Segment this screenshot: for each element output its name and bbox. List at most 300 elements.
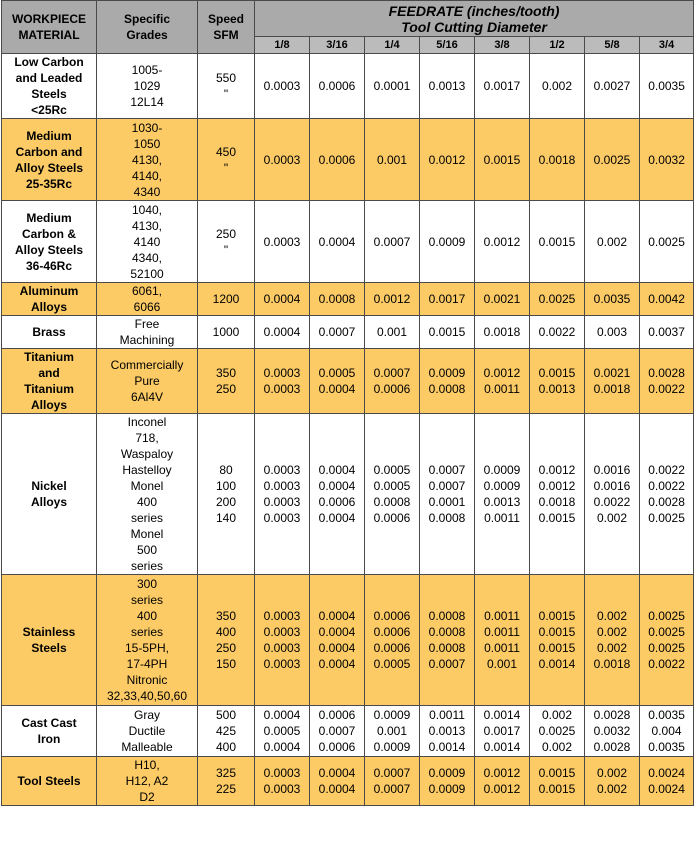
feed-line: 0.0021 [593,366,631,380]
material-line: and Leaded [15,71,83,85]
header-material-line-2: MATERIAL [18,28,80,42]
feed-cell [585,283,640,316]
feed-line: 0.0003 [263,625,301,639]
header-feedrate-subtitle: Tool Cutting Diameter [401,18,547,35]
feed-line: 0.0011 [484,641,520,655]
feed-cell [310,54,365,119]
feed-line: 0.0012 [373,292,411,306]
feed-cell [420,349,475,414]
speed-cell [198,757,255,806]
grade-line: 718, [135,431,159,445]
material-cell [2,316,97,349]
feed-line: 0.0012 [483,766,521,780]
grades-cell [97,414,198,575]
speed-line: " [223,87,229,101]
feed-line: 0.0006 [318,79,356,93]
table-row [2,414,694,575]
feed-line: 0.0004 [263,708,301,722]
grade-line: series [130,593,163,607]
table-row [2,316,694,349]
feed-cell [640,706,694,757]
grades-cell [97,575,198,706]
feed-line: 0.0015 [538,625,576,639]
speed-cell [198,316,255,349]
feed-line: 0.0018 [593,382,631,396]
feed-line: 0.0012 [538,479,576,493]
feed-line: 0.0015 [538,234,576,249]
feed-line: 0.0016 [593,479,631,493]
feed-line: 0.0018 [538,152,576,167]
feed-cell [530,414,585,575]
material-cell [2,119,97,201]
header-workpiece-material [2,1,97,54]
header-feedrate-title: FEEDRATE (inches/tooth) [388,2,560,19]
material-line: Tool Steels [17,774,81,788]
feed-cell [475,414,530,575]
feed-line: 0.0004 [318,782,356,796]
feed-cell [365,119,420,201]
speed-line: 250 [215,641,237,655]
speed-line: 400 [215,625,237,639]
feed-line: 0.0015 [483,152,521,167]
feed-line: 0.0003 [263,511,301,525]
material-line: Low Carbon [14,55,84,69]
feed-line: 0.0016 [593,463,631,477]
speed-line: 350 [215,609,237,623]
grade-line: 17-4PH [126,657,168,671]
feed-cell [420,119,475,201]
material-line: Medium [26,210,72,225]
grade-line: series [130,625,163,639]
feed-cell [420,201,475,283]
header-grades-line-1: Specific [123,12,171,26]
feed-cell [530,119,585,201]
feed-cell [585,201,640,283]
table-row [2,283,694,316]
table-row [2,119,694,201]
feed-line: 0.0032 [593,724,631,738]
speed-line: 80 [219,463,233,477]
grade-line: D2 [139,790,155,804]
feed-line: 0.0025 [648,609,685,623]
feed-cell [640,349,694,414]
speed-line: 1000 [212,325,240,339]
feed-line: 0.003 [596,325,628,339]
feed-line: 0.002 [596,782,628,796]
speed-line: 450 [215,144,237,159]
table-row [2,349,694,414]
speed-line: 350 [215,366,237,380]
feed-cell [530,201,585,283]
feed-line: 0.001 [376,325,408,339]
grade-line: 6061, [131,284,163,298]
feed-cell [365,54,420,119]
feed-cell [255,54,310,119]
feed-cell [640,575,694,706]
feed-cell [475,757,530,806]
feed-line: 0.0006 [373,609,411,623]
grade-line: 4140, [131,168,163,183]
feed-line: 0.0003 [263,657,301,671]
feed-line: 0.0014 [483,708,521,722]
diameter-header: 1/8 [255,37,310,54]
feed-cell [310,201,365,283]
feed-cell [530,757,585,806]
feed-line: 0.0005 [318,366,356,380]
grade-line: 500 [136,543,158,557]
feed-line: 0.0013 [428,79,466,93]
feed-cell [420,575,475,706]
header-speed-line-1: Speed [207,12,244,26]
feedrate-table-body [2,54,694,806]
material-line: Titanium [24,350,74,364]
diameter-header: 1/2 [530,37,585,54]
feed-cell [475,283,530,316]
speed-line: 200 [215,495,237,509]
feed-cell [310,349,365,414]
grade-line: 6066 [133,300,161,314]
grade-line: Malleable [121,740,173,754]
material-line: Medium [26,128,72,143]
feed-line: 0.0003 [263,641,301,655]
feed-line: 0.0024 [648,766,685,780]
feed-line: 0.0004 [318,511,356,525]
grade-line: 1029 [133,79,161,93]
feed-cell [420,316,475,349]
header-material-line-1: WORKPIECE [11,12,86,26]
grade-line: Monel [130,527,164,541]
grade-line: 4140 [133,234,161,249]
feed-line: 0.0037 [648,325,685,339]
feed-cell [255,706,310,757]
feed-line: 0.0005 [373,479,411,493]
feed-line: 0.0003 [263,766,301,780]
feed-line: 0.0009 [428,366,466,380]
grade-line: H12, A2 [125,774,169,788]
grades-cell [97,706,198,757]
table-row [2,54,694,119]
feed-cell [365,349,420,414]
feed-cell [420,706,475,757]
feed-line: 0.0017 [428,292,466,306]
feed-line: 0.0014 [538,657,576,671]
material-line: Carbon & [22,226,76,241]
grade-line: Pure [134,374,160,388]
feed-cell [310,414,365,575]
feed-line: 0.0009 [373,740,411,754]
feed-line: 0.0022 [648,382,685,396]
material-cell [2,757,97,806]
feed-line: 0.0004 [318,766,356,780]
feed-line: 0.0007 [428,657,466,671]
material-line: 36-46Rc [25,258,73,273]
feed-cell [530,54,585,119]
speed-cell [198,575,255,706]
feed-line: 0.002 [541,740,573,754]
feed-cell [530,575,585,706]
feed-line: 0.0006 [373,382,411,396]
grade-line: 1030- [131,120,163,135]
feed-line: 0.0012 [483,234,521,249]
speed-line: 140 [215,511,237,525]
grade-line: Inconel [127,415,167,429]
material-line: Nickel [31,479,67,493]
feed-line: 0.0003 [263,479,301,493]
feed-line: 0.002 [541,79,573,93]
feed-line: 0.0028 [648,495,685,509]
grade-line: 4340, [131,250,163,265]
feed-cell [255,757,310,806]
feed-cell [475,54,530,119]
feed-line: 0.0015 [538,609,576,623]
speed-cell [198,54,255,119]
feed-line: 0.0005 [373,463,411,477]
feed-line: 0.0018 [483,325,521,339]
grade-line: 52100 [130,266,164,281]
speed-cell [198,119,255,201]
feed-line: 0.0025 [538,724,576,738]
feed-line: 0.0004 [263,325,301,339]
feed-line: 0.0014 [428,740,466,754]
feed-cell [530,316,585,349]
grades-cell [97,283,198,316]
feed-line: 0.0003 [263,152,301,167]
feed-line: 0.0003 [263,609,301,623]
grade-line: 1040, [131,202,163,217]
feed-line: 0.0042 [648,292,685,306]
feed-line: 0.0035 [648,740,685,754]
speed-line: 425 [215,724,237,738]
feed-line: 0.0006 [318,495,356,509]
feed-line: 0.0009 [428,782,466,796]
table-row [2,201,694,283]
grades-cell [97,349,198,414]
feed-line: 0.0005 [263,724,301,738]
speed-line: 400 [215,740,237,754]
diameter-header: 3/8 [475,37,530,54]
grade-line: series [130,559,163,573]
feed-line: 0.0003 [263,495,301,509]
feed-cell [420,283,475,316]
speed-line: 225 [215,782,237,796]
grade-line: series [130,511,163,525]
feed-line: 0.0009 [483,479,521,493]
feed-line: 0.0006 [318,152,356,167]
grade-line: 400 [136,609,158,623]
speed-cell [198,706,255,757]
feed-line: 0.0003 [263,463,301,477]
feed-line: 0.002 [541,708,573,722]
feed-line: 0.0011 [484,511,520,525]
feed-cell [640,316,694,349]
feed-line: 0.0017 [483,79,521,93]
feed-cell [475,316,530,349]
feed-line: 0.0015 [538,641,576,655]
feed-line: 0.0008 [428,625,466,639]
feed-line: 0.0015 [538,511,576,525]
feed-line: 0.001 [486,657,518,671]
feed-cell [475,706,530,757]
feed-line: 0.0018 [538,495,576,509]
feed-line: 0.0006 [373,511,411,525]
feed-line: 0.0008 [318,292,356,306]
table-row [2,757,694,806]
feed-line: 0.0013 [483,495,521,509]
feed-line: 0.0018 [593,657,631,671]
feed-line: 0.0006 [318,708,356,722]
header-speed-sfm [198,1,255,54]
feed-cell [310,757,365,806]
feed-line: 0.0006 [373,625,411,639]
speed-line: 100 [215,479,237,493]
feed-line: 0.0013 [428,724,466,738]
feed-cell [255,119,310,201]
grade-line: Ductile [128,724,166,738]
feed-line: 0.0021 [483,292,521,306]
material-line: Alloys [30,300,67,314]
feed-line: 0.0028 [648,366,685,380]
feed-line: 0.0007 [373,234,411,249]
feed-line: 0.0009 [483,463,521,477]
material-line: Carbon and [15,144,83,159]
feed-line: 0.0001 [428,495,466,509]
feed-line: 0.001 [376,724,408,738]
feed-line: 0.0008 [373,495,411,509]
feed-line: 0.0003 [263,782,301,796]
material-cell [2,54,97,119]
feed-line: 0.0015 [428,325,466,339]
speed-line: 325 [215,766,237,780]
feed-cell [420,757,475,806]
feed-line: 0.002 [596,641,628,655]
grades-cell [97,119,198,201]
feed-cell [420,414,475,575]
feed-cell [640,757,694,806]
feed-cell [365,757,420,806]
diameter-header: 3/4 [640,37,694,54]
feed-line: 0.0022 [648,479,685,493]
speed-line: 1200 [212,292,240,306]
feed-line: 0.0011 [484,382,520,396]
grades-cell [97,54,198,119]
feed-line: 0.0015 [538,366,576,380]
diameter-header: 1/4 [365,37,420,54]
feed-cell [475,349,530,414]
feed-line: 0.002 [596,625,628,639]
feed-line: 0.0028 [593,740,631,754]
feed-line: 0.0025 [593,152,631,167]
material-line: Aluminum [19,284,79,298]
material-line: Alloys [30,398,67,412]
feed-line: 0.0015 [538,766,576,780]
feed-line: 0.0012 [538,463,576,477]
feed-cell [640,283,694,316]
grade-line: 15-5PH, [124,641,170,655]
feed-line: 0.0024 [648,782,685,796]
feed-line: 0.001 [376,152,408,167]
feed-line: 0.0004 [263,740,301,754]
feed-line: 0.0004 [318,625,356,639]
feed-cell [640,201,694,283]
feed-cell [585,414,640,575]
speed-cell [198,414,255,575]
feed-line: 0.0009 [428,766,466,780]
material-line: Titanium [24,382,74,396]
speed-line: 150 [215,657,237,671]
diameter-header: 5/8 [585,37,640,54]
grades-cell [97,201,198,283]
feed-line: 0.002 [596,766,628,780]
material-cell [2,414,97,575]
feed-cell [365,414,420,575]
feed-line: 0.0013 [538,382,576,396]
speed-line: " [223,242,229,257]
feed-cell [255,575,310,706]
feed-cell [640,414,694,575]
grade-line: 4340 [133,184,161,199]
feed-line: 0.0012 [483,366,521,380]
feed-cell [255,201,310,283]
feed-line: 0.0008 [428,641,466,655]
material-cell [2,575,97,706]
feed-line: 0.0014 [483,740,521,754]
header-speed-line-2: SFM [213,28,239,42]
feed-line: 0.0004 [318,463,356,477]
feed-line: 0.0003 [263,234,301,249]
material-line: Steels [31,87,67,101]
feed-line: 0.0028 [593,708,631,722]
grade-line: Free [134,317,160,331]
feed-line: 0.0001 [373,79,411,93]
feed-cell [585,575,640,706]
feed-cell [475,575,530,706]
feed-line: 0.0004 [263,292,301,306]
feed-line: 0.0012 [483,782,521,796]
feed-line: 0.0009 [373,708,411,722]
grade-line: 300 [136,577,158,591]
feed-line: 0.0007 [428,463,466,477]
feed-line: 0.0022 [648,463,685,477]
feed-line: 0.0003 [263,79,301,93]
feed-line: 0.0035 [648,79,685,93]
feed-cell [310,316,365,349]
feed-cell [365,201,420,283]
feed-line: 0.0025 [648,625,685,639]
speed-line: " [223,160,229,175]
grade-line: 4130, [131,218,163,233]
feed-line: 0.0003 [263,382,301,396]
grade-line: 400 [136,495,158,509]
feed-line: 0.0032 [648,152,685,167]
feed-cell [255,283,310,316]
feed-cell [640,54,694,119]
feed-line: 0.0035 [593,292,631,306]
diameter-header: 3/16 [310,37,365,54]
feed-line: 0.0025 [648,511,685,525]
feed-cell [255,349,310,414]
grade-line: Gray [133,708,160,722]
feed-line: 0.0004 [318,479,356,493]
feed-cell [365,283,420,316]
material-line: Alloy Steels [14,160,84,175]
material-line: and [38,366,60,380]
material-line: Steels [31,641,67,655]
grade-line: 32,33,40,50,60 [106,689,188,703]
feed-line: 0.004 [651,724,682,738]
feed-line: 0.0004 [318,641,356,655]
feed-line: 0.0004 [318,382,356,396]
feed-cell [530,283,585,316]
